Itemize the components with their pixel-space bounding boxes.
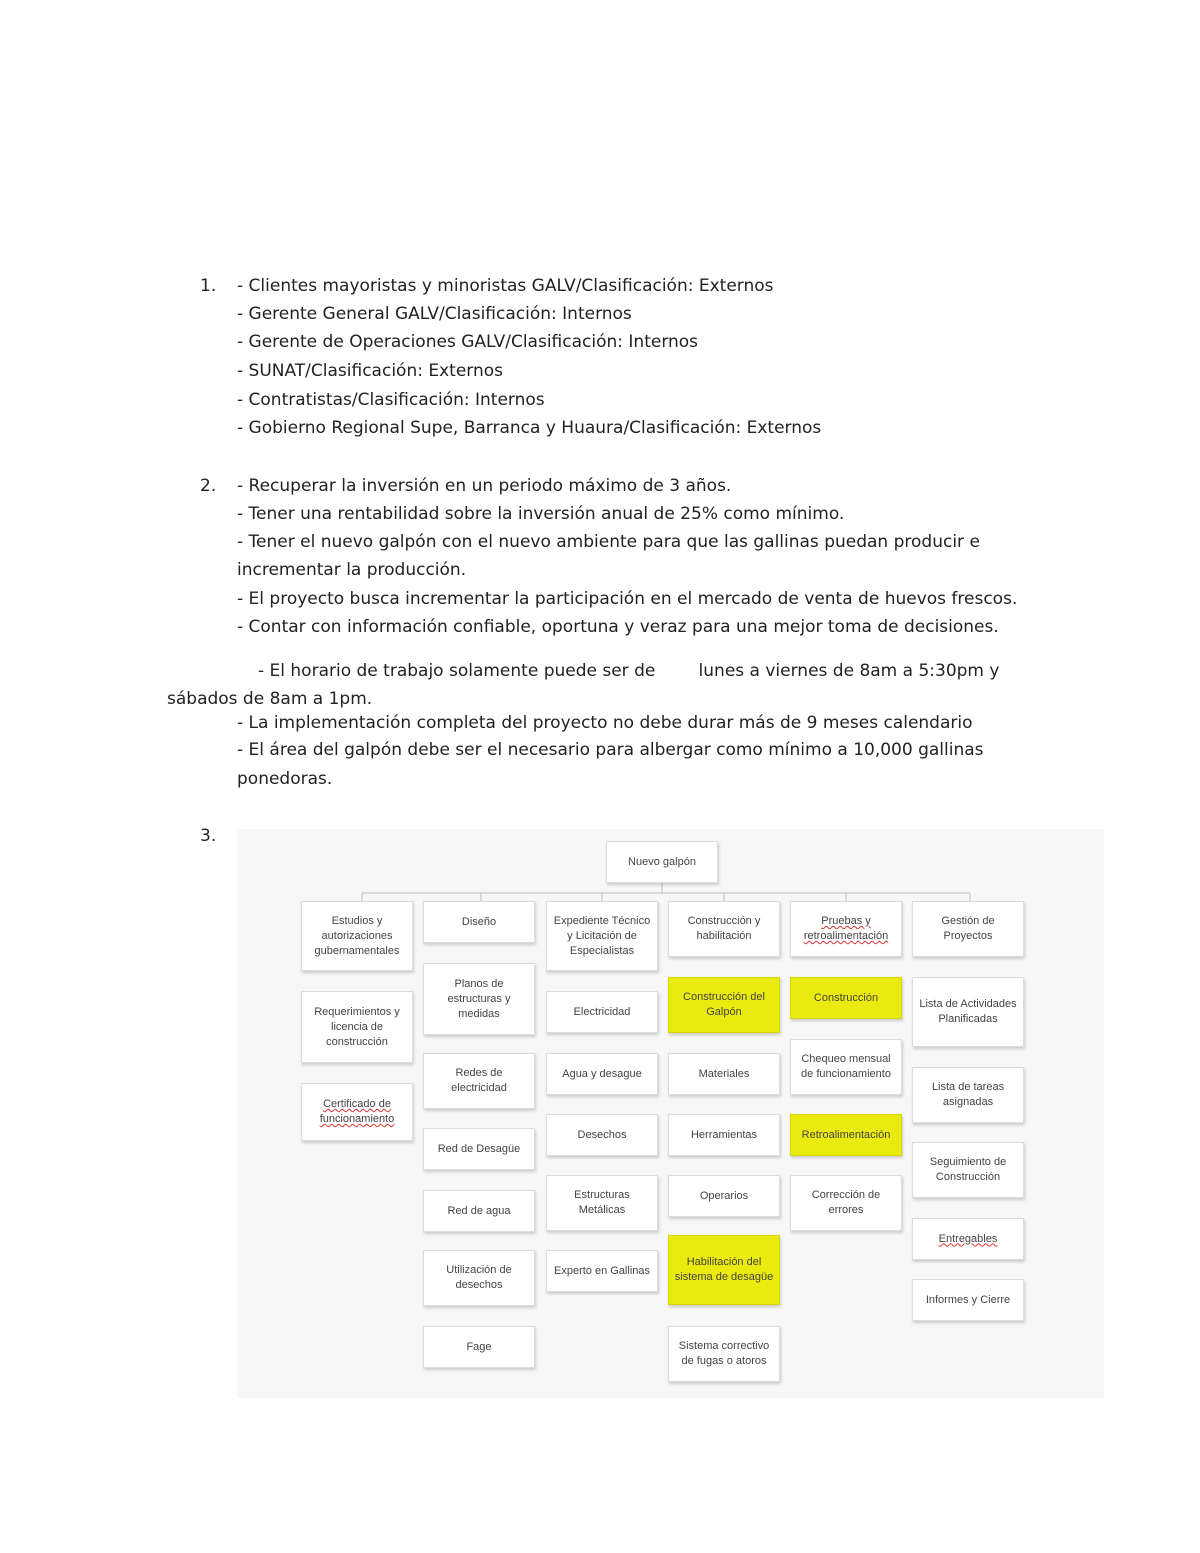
wbs-node: Gestión de Proyectos: [912, 901, 1024, 957]
wbs-node-highlighted: Construcción: [790, 977, 902, 1019]
stakeholder-line: - Clientes mayoristas y minoristas GALV/Clasificación: Externos: [237, 276, 774, 296]
objective-line: - Contar con información confiable, oportuna y veraz para una mejor toma de decisiones.: [237, 617, 999, 637]
stakeholder-line: - Gobierno Regional Supe, Barranca y Huaura/Clasificación: Externos: [237, 418, 822, 438]
list-number-3: 3.: [200, 826, 217, 846]
wbs-node-label: Pruebas y retroalimentación: [803, 915, 889, 942]
wbs-node: [790, 901, 902, 957]
wbs-node: Electricidad: [546, 991, 658, 1033]
wbs-node: Corrección de errores: [790, 1175, 902, 1231]
stakeholder-line: - Gerente General GALV/Clasificación: Internos: [237, 304, 632, 324]
wbs-node: Sistema correctivo de fugas o atoros: [668, 1326, 780, 1382]
objective-line: - El proyecto busca incrementar la participación en el mercado de venta de huevos frescos.: [237, 589, 1018, 609]
constraint-line: sábados de 8am a 1pm.: [167, 689, 373, 709]
constraint-line: ponedoras.: [237, 769, 333, 789]
wbs-node: Agua y desague: [546, 1053, 658, 1095]
wbs-node: Utilización de desechos: [423, 1250, 535, 1306]
wbs-node: Lista de tareas asignadas: [912, 1067, 1024, 1123]
constraint-line: - La implementación completa del proyecto no debe durar más de 9 meses calendario: [237, 713, 973, 733]
objective-line: - Tener una rentabilidad sobre la inversión anual de 25% como mínimo.: [237, 504, 845, 524]
wbs-node: Estructuras Metálicas: [546, 1175, 658, 1231]
stakeholder-line: - Gerente de Operaciones GALV/Clasificación: Internos: [237, 332, 699, 352]
wbs-node: Diseño: [423, 901, 535, 943]
objective-line: - Recuperar la inversión en un periodo máximo de 3 años.: [237, 476, 732, 496]
wbs-node-label: Entregables: [938, 1232, 998, 1245]
wbs-node-label: Certificado de funcionamiento: [319, 1098, 395, 1125]
wbs-node: Red de agua: [423, 1190, 535, 1232]
wbs-node: Desechos: [546, 1114, 658, 1156]
wbs-node: Operarios: [668, 1175, 780, 1217]
constraint-line: - El área del galpón debe ser el necesario para albergar como mínimo a 10,000 gallinas: [237, 740, 984, 760]
constraint-line: - El horario de trabajo solamente puede ser de lunes a viernes de 8am a 5:30pm y: [258, 661, 1000, 681]
wbs-node: Seguimiento de Construcción: [912, 1142, 1024, 1198]
wbs-node: Herramientas: [668, 1114, 780, 1156]
wbs-node: Fage: [423, 1326, 535, 1368]
wbs-node: Lista de Actividades Planificadas: [912, 977, 1024, 1047]
wbs-node: Construcción y habilitación: [668, 901, 780, 957]
wbs-node: Estudios y autorizaciones gubernamentales: [301, 901, 413, 971]
wbs-node: Redes de electricidad: [423, 1053, 535, 1109]
list-number-1: 1.: [200, 276, 217, 296]
wbs-node: Planos de estructuras y medidas: [423, 963, 535, 1035]
wbs-node: Red de Desagüe: [423, 1128, 535, 1170]
wbs-node: [301, 1083, 413, 1141]
wbs-node: Informes y Cierre: [912, 1279, 1024, 1321]
wbs-root-node: Nuevo galpón: [606, 841, 718, 883]
wbs-node: Expediente Técnico y Licitación de Especialistas: [546, 901, 658, 971]
wbs-diagram: [237, 829, 1104, 1398]
stakeholder-line: - Contratistas/Clasificación: Internos: [237, 390, 545, 410]
wbs-node: Requerimientos y licencia de construcción: [301, 991, 413, 1063]
wbs-node: Materiales: [668, 1053, 780, 1095]
stakeholder-line: - SUNAT/Clasificación: Externos: [237, 361, 503, 381]
wbs-node: Experto en Gallinas: [546, 1250, 658, 1292]
wbs-node-highlighted: Retroalimentación: [790, 1114, 902, 1156]
wbs-node: Chequeo mensual de funcionamiento: [790, 1039, 902, 1095]
objective-line: - Tener el nuevo galpón con el nuevo ambiente para que las gallinas puedan producir e: [237, 532, 980, 552]
wbs-node-highlighted: Habilitación del sistema de desagüe: [668, 1235, 780, 1305]
objective-line: incrementar la producción.: [237, 560, 467, 580]
wbs-node-highlighted: Construcción del Galpón: [668, 977, 780, 1033]
wbs-node: [912, 1218, 1024, 1260]
list-number-2: 2.: [200, 476, 217, 496]
